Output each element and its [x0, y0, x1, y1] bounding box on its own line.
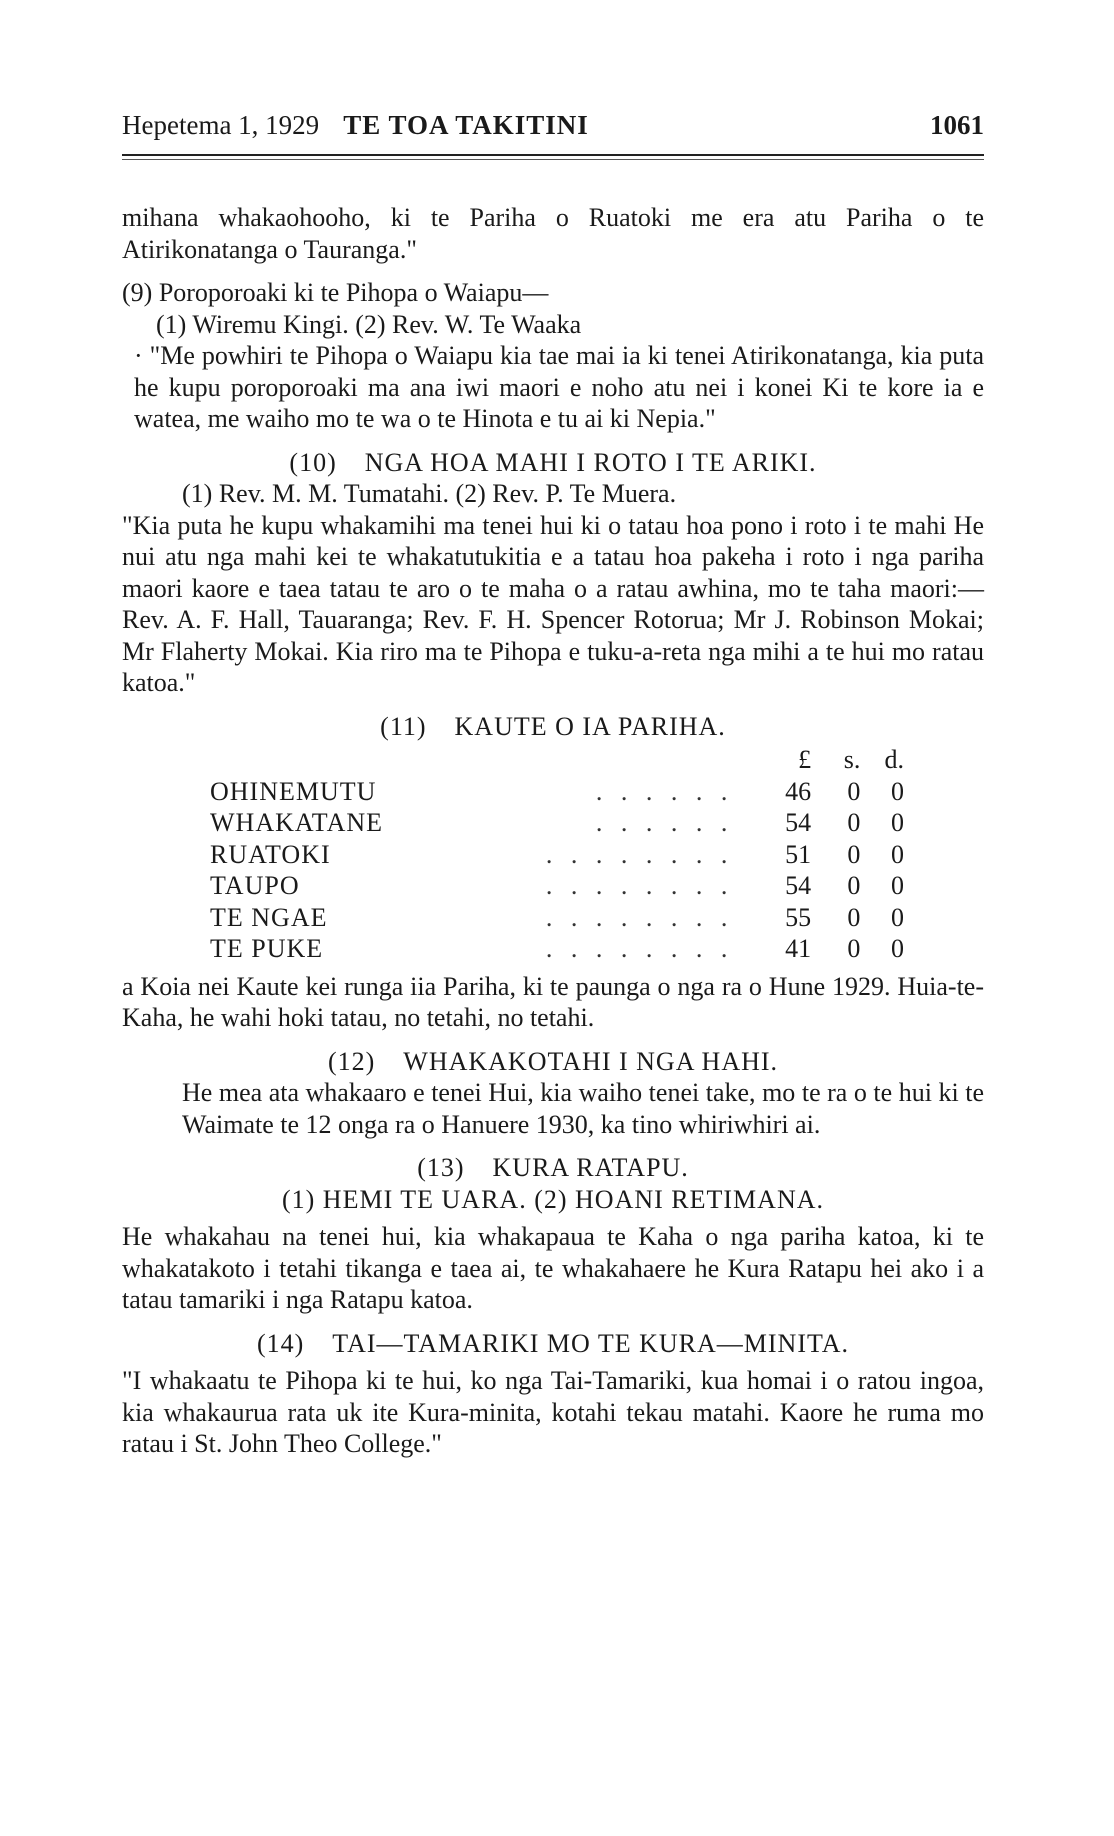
- pounds-value: 46: [785, 776, 812, 806]
- article-body: [122, 202, 984, 1460]
- section-9-names: (1) Wiremu Kingi. (2) Rev. W. Te Waaka: [156, 309, 582, 339]
- section-14-heading: [122, 1328, 984, 1360]
- parish-name: RUATOKI: [210, 839, 331, 869]
- section-10-quote: "Kia puta he kupu whakamihi ma tenei hui ki o tatau hoa pono i roto i te mahi He nui atu nga mahi kei te whakatutukitia e a tatau hoa pakeha i roto i nga pariha maori kaore e taea tatau te aro o te maha o a ratau awhina, mo te taha maori:—Rev. A. F. Hall, Tauaranga; Rev. F. H. Spencer Rotorua; Mr J. Robinson Mokai; Mr Flaherty Mokai. Kia riro ma te Pihopa e tuku-a-reta nga mihi a te hui mo ratau katoa.": [122, 510, 984, 697]
- pence-value: 0: [891, 871, 904, 900]
- leader-dots: . . . . . . . .: [545, 934, 734, 963]
- shillings-value: 0: [847, 839, 861, 869]
- table-row: [210, 902, 904, 934]
- section-9-heading: (9) Poroporoaki ki te Pihopa o Waiapu—: [122, 278, 549, 307]
- shillings-value: 0: [847, 902, 861, 932]
- section-12-number: (12): [327, 1046, 376, 1076]
- leader-dots: . . . . . .: [595, 776, 734, 806]
- pounds-value: 55: [785, 902, 812, 932]
- shillings-value: 0: [847, 776, 861, 806]
- section-10-number: (10): [289, 447, 337, 477]
- section-13-title: KURA RATAPU.: [492, 1153, 689, 1182]
- section-11-heading: [122, 711, 984, 743]
- pounds-value: 54: [785, 808, 812, 837]
- pounds-value: 54: [785, 871, 812, 900]
- shillings-column-header: s.: [843, 745, 861, 774]
- section-11-number: (11): [380, 711, 427, 741]
- shillings-value: 0: [847, 934, 861, 963]
- shillings-value: 0: [847, 871, 861, 900]
- parish-name: OHINEMUTU: [210, 776, 377, 806]
- section-14-title: TAI—TAMARIKI MO TE KURA—MINITA.: [332, 1328, 850, 1358]
- page-header: [122, 110, 984, 156]
- table-row: [210, 807, 904, 839]
- table-row: [210, 839, 904, 871]
- section-10-names: (1) Rev. M. M. Tumatahi. (2) Rev. P. Te Muera.: [182, 479, 677, 508]
- page: [122, 110, 984, 1460]
- section-14-number: (14): [256, 1328, 305, 1358]
- parish-name: TAUPO: [210, 871, 300, 900]
- section-11-note: a Koia nei Kaute kei runga iia Pariha, ki te paunga o nga ra o Hune 1929. Huia-te-Kaha, he wahi hoki tatau, no tetahi, no tetahi.: [122, 971, 984, 1032]
- leader-dots: . . . . . . . .: [545, 839, 734, 869]
- leader-dots: . . . . . . . .: [545, 902, 734, 932]
- leader-dots: . . . . . . . .: [545, 871, 734, 900]
- section-9-quote: · "Me powhiri te Pihopa o Waiapu kia tae mai ia ki tenei Atirikonatanga, kia puta he kupu poroporoaki ma ana iwi maori e noho atu nei i konei Ki te kore ia e watea, me waiho mo te wa o te Hinota e tu ai ki Nepia.": [134, 341, 984, 433]
- parish-name: WHAKATANE: [210, 808, 383, 837]
- section-13-number: (13): [417, 1153, 465, 1182]
- pounds-column-header: £: [798, 745, 812, 774]
- section-13-names: (1) HEMI TE UARA. (2) HOANI RETIMANA.: [281, 1184, 824, 1214]
- section-12-text: He mea ata whakaaro e tenei Hui, kia waiho tenei take, mo te ra o te hui ki te Waimate te 12 onga ra o Hanuere 1930, ka tino whiriwhiri ai.: [182, 1078, 984, 1139]
- section-12-heading: [122, 1046, 984, 1078]
- table-row: [210, 933, 904, 965]
- pence-value: 0: [891, 839, 904, 869]
- section-12-title: WHAKAKOTAHI I NGA HAHI.: [403, 1046, 779, 1076]
- section-10-heading: [122, 447, 984, 479]
- section-10-title: NGA HOA MAHI I ROTO I TE ARIKI.: [364, 447, 817, 477]
- leader-dots: . . . . . .: [595, 808, 734, 837]
- shillings-value: 0: [847, 808, 861, 837]
- journal-title: TE TOA TAKITINI: [343, 110, 589, 140]
- section-13-heading: [122, 1152, 984, 1184]
- pence-value: 0: [891, 934, 904, 963]
- pounds-value: 51: [785, 839, 812, 869]
- pence-value: 0: [891, 902, 904, 932]
- section-11-title: KAUTE O IA PARIHA.: [454, 711, 726, 741]
- pence-column-header: d.: [884, 745, 904, 774]
- parish-name: TE PUKE: [210, 934, 324, 963]
- table-row: [210, 870, 904, 902]
- pence-value: 0: [891, 776, 904, 806]
- pounds-value: 41: [785, 934, 812, 963]
- section-13-text: He whakahau na tenei hui, kia whakapaua te Kaha o nga pariha katoa, ki te whakatakoto i tetahi tikanga e taea ai, te whakahaere he Kura Ratapu hei ako i a tatau tamariki i nga Ratapu katoa.: [122, 1222, 984, 1314]
- pence-value: 0: [891, 808, 904, 837]
- header-rule: [122, 159, 984, 160]
- table-header-row: [210, 744, 904, 776]
- paragraph-continuation: mihana whakaohooho, ki te Pariha o Ruatoki me era atu Pariha o te Atirikonatanga o Tauranga.": [122, 203, 984, 264]
- page-number: 1061: [930, 110, 984, 140]
- parish-accounts-table: [210, 744, 904, 965]
- section-14-text: "I whakaatu te Pihopa ki te hui, ko nga Tai-Tamariki, kua homai i o ratou ingoa, kia whakaurua rata uk ite Kura-minita, kotahi tekau matahi. Kaore he ruma mo ratau i St. John Theo College.": [122, 1366, 984, 1458]
- parish-name: TE NGAE: [210, 902, 328, 932]
- header-date: Hepetema 1, 1929: [122, 110, 320, 140]
- table-row: [210, 776, 904, 808]
